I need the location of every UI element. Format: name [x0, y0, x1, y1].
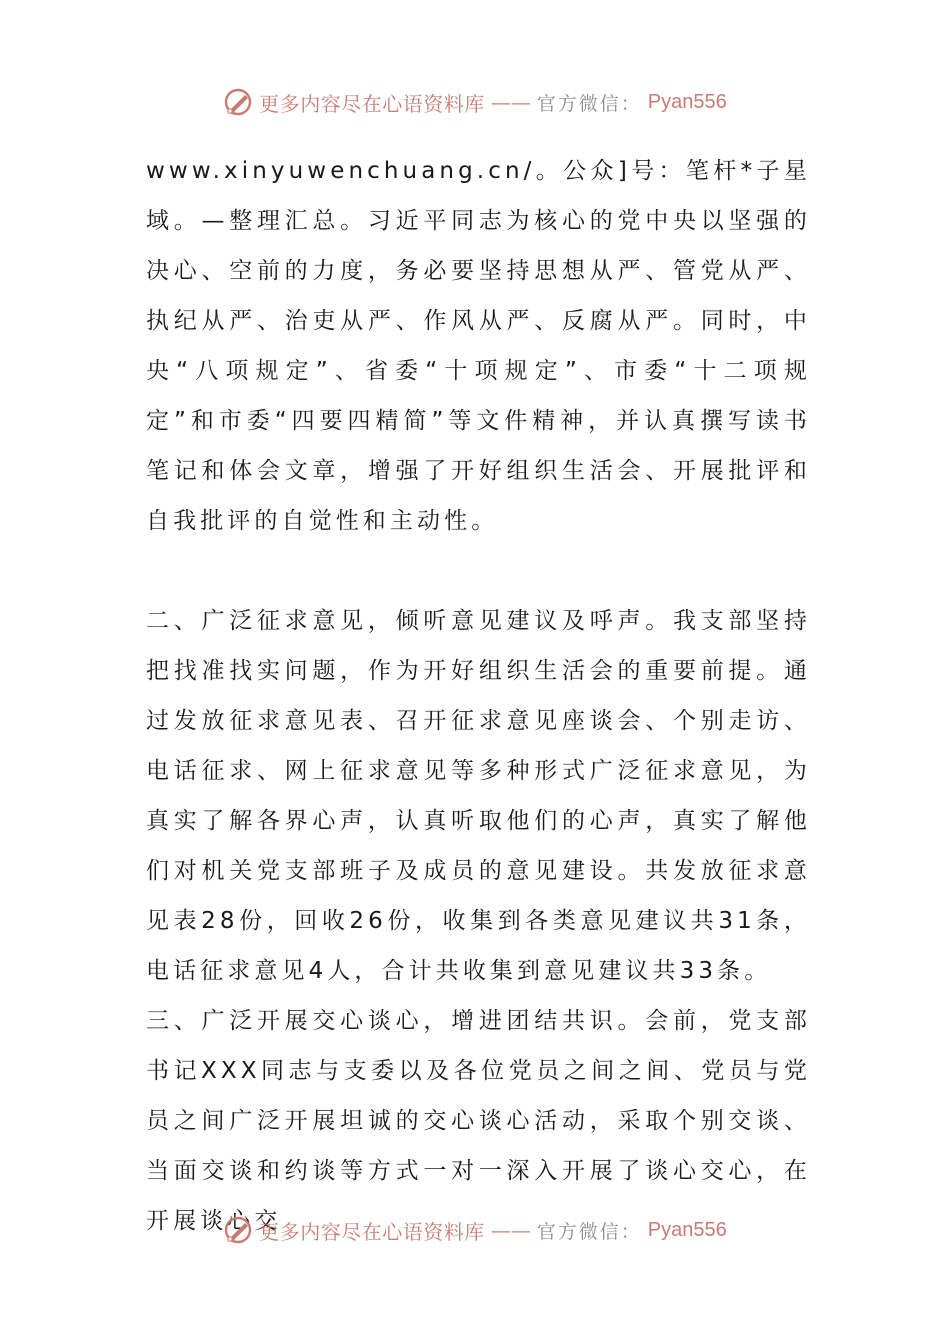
pen-logo-icon [223, 1215, 253, 1245]
watermark-prefix: 更多内容尽在心语资料库 [259, 91, 485, 116]
watermark-separator: —— [490, 1218, 531, 1242]
watermark-wechat-id: Pyan556 [647, 1218, 727, 1241]
watermark-prefix: 更多内容尽在心语资料库 [259, 1219, 485, 1244]
document-body [146, 146, 811, 1246]
paragraph-spacer [146, 546, 811, 596]
paragraph-section-three: 三、广泛开展交心谈心，增进团结共识。会前，党支部书记XXX同志与支委以及各位党员之间之间、党员与党员之间广泛开展坦诚的交心谈心活动，采取个别交谈、当面交谈和约谈等方式一对一深入开展了谈心交心，在开展谈心交 [146, 1008, 811, 1234]
footer-watermark [0, 1212, 950, 1248]
watermark-wechat-label: 官方微信： [536, 1220, 642, 1243]
paragraph-intro: www.xinyuwenchuang.cn/。公众]号：笔杆*子星域。—整理汇总。习近平同志为核心的党中央以坚强的决心、空前的力度，务必要坚持思想从严、管党从严、执纪从严、治吏从严、作风从严、反腐从严。同时，中央“八项规定”、省委“十项规定”、市委“十二项规定”和市委“四要四精简”等文件精神，并认真撰写读书笔记和体会文章，增强了开好组织生活会、开展批评和自我批评的自觉性和主动性。 [146, 158, 811, 534]
watermark-wechat-id: Pyan556 [647, 90, 727, 113]
pen-logo-icon [223, 87, 253, 117]
header-watermark [0, 84, 950, 120]
paragraph-section-two: 二、广泛征求意见，倾听意见建议及呼声。我支部坚持把找准找实问题，作为开好组织生活会的重要前提。通过发放征求意见表、召开征求意见座谈会、个别走访、电话征求、网上征求意见等多种形式广泛征求意见，为真实了解各界心声，认真听取他们的心声，真实了解他们对机关党支部班子及成员的意见建设。共发放征求意见表28份，回收26份，收集到各类意见建议共31条，电话征求意见4人，合计共收集到意见建议共33条。 [146, 608, 811, 984]
watermark-wechat-label: 官方微信： [536, 92, 642, 115]
watermark-separator: —— [490, 90, 531, 114]
